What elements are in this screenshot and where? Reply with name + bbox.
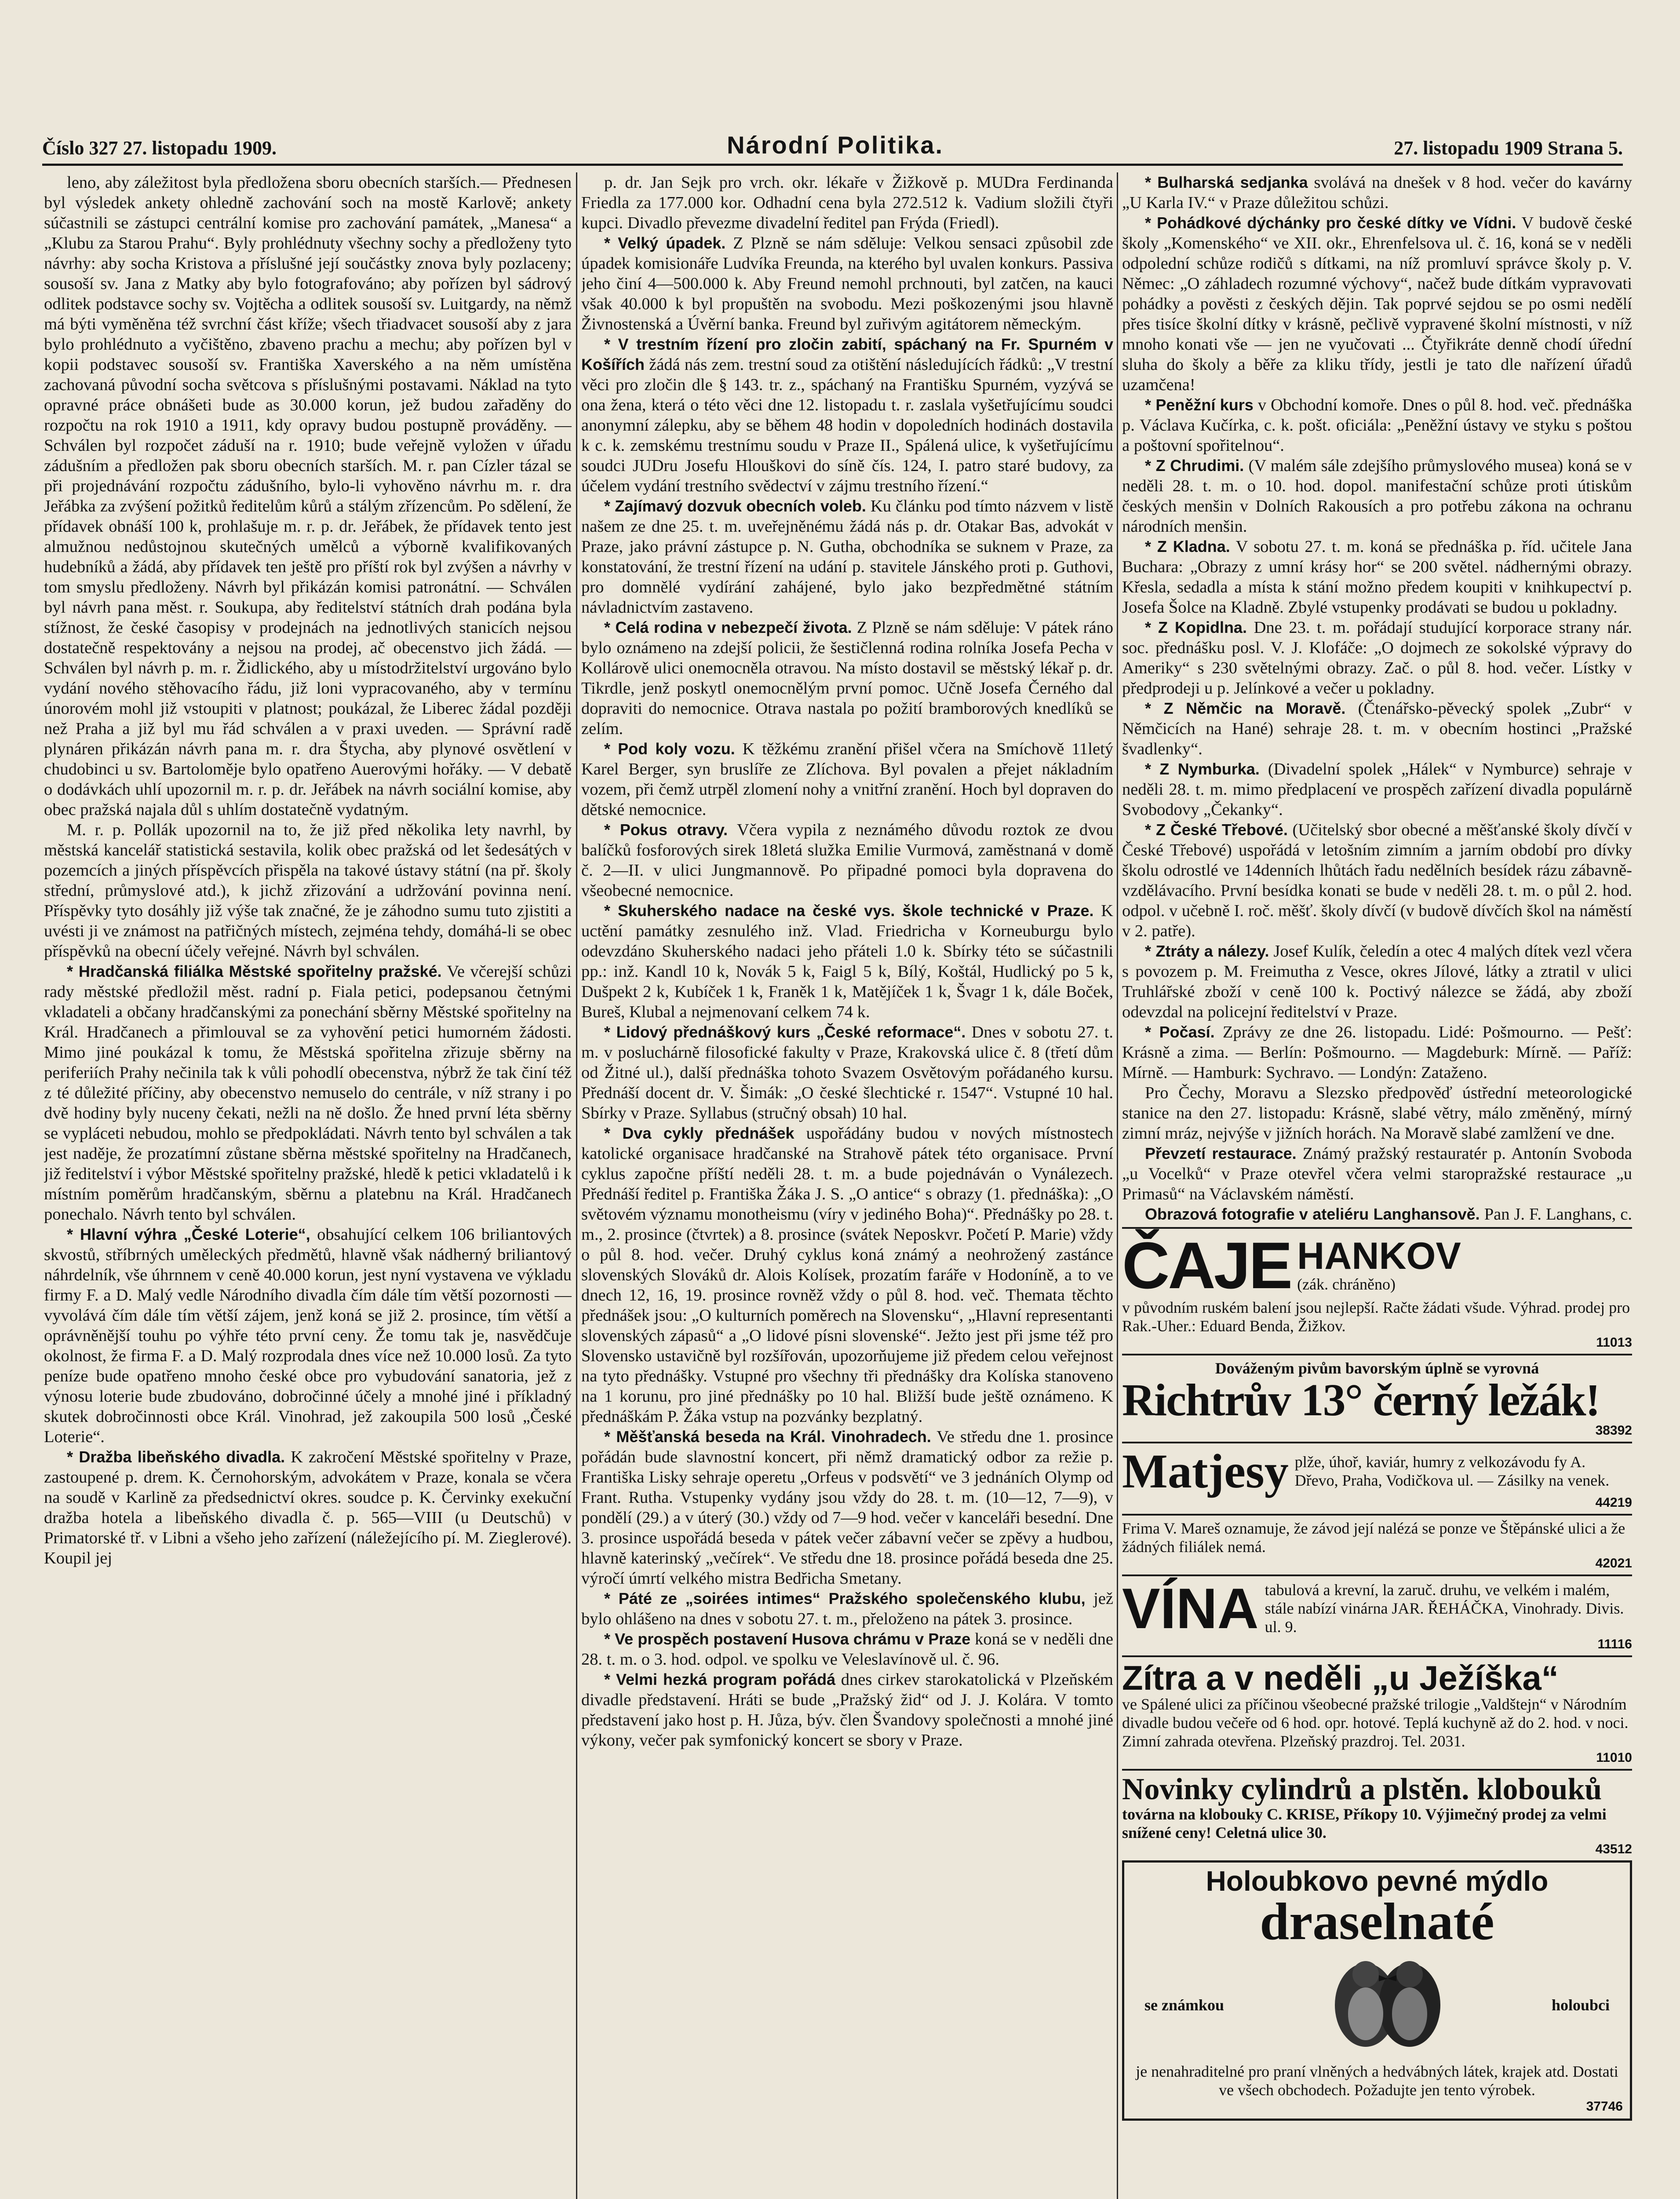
article-paragraph — [1122, 617, 1632, 698]
article-paragraph — [581, 496, 1113, 617]
article-heading: * Dva cykly přednášek — [604, 1124, 794, 1142]
ad-vina — [1122, 1574, 1632, 1655]
column-3 — [1122, 172, 1632, 1224]
article-paragraph — [1122, 537, 1632, 617]
article-paragraph — [581, 1123, 1113, 1427]
article-paragraph — [44, 961, 572, 1224]
article-heading: * Hlavní výhra „České Loterie“, — [67, 1225, 310, 1243]
article-text: M. r. p. Pollák upozornil na to, že již před několika lety navrhl, by městská kancelář statistická sestavila, kolik obec pražská od let šedesátých v pozemcích a jiných příspěvcích přispěla na takové ústavy státní (na př. školy střední, průmyslové atd.), k jichž zřizování a udržování povinna není. Příspěvky tyto dosáhly již výše tak značné, že je záhodno sumu tuto zjistiti a uvésti ji ve známost na patřičných místech, zejména tehdy, domáhá-li se obec příspěvků na obecní účely veřejné. Návrh byl schválen. — [44, 821, 572, 961]
article-text: V budově české školy „Komenského“ ve XII. okr., Ehrenfelsova ul. č. 16, koná se v neděli odpolední schůze rodičů s dítkami, na níž promluví správce školy p. V. Němec: „O záhladech rozumné výchovy“, načež bude dítkám vypravovati pohádky a pověsti z českých dějin. Tak poprvé sejdou se po osmi nedělí přes tisíce školní dítky v krásně, pečlivě vypravené školní místnosti, v níž mnoho konati vše — jen ne vyučovati ... Čtyřikráte denně chodí úřední sluha do školy a běře za kliku třídy, jestli je tato dle nařízení úřadů uzamčena! — [1122, 214, 1632, 394]
ad-novinky-number: 43512 — [1595, 1842, 1632, 1856]
ad-richtr — [1122, 1354, 1632, 1442]
ad-zitra-number: 11010 — [1596, 1750, 1632, 1765]
article-text: koná se v neděli dne 28. t. m. o 3. hod. odpol. ve spolku ve Veleslavínově ul. č. 96. — [581, 1630, 1113, 1669]
article-heading: * Velký úpadek. — [604, 234, 726, 252]
article-heading: * Počasí. — [1145, 1023, 1215, 1041]
ad-mydlo-line: Holoubkovo pevné mýdlo — [1206, 1865, 1549, 1897]
ad-richtr-number: 38392 — [1595, 1423, 1632, 1438]
article-text: Ku článku pod tímto názvem v listě našem ze dne 25. t. m. uveřejněnému žádá nás p. dr. Otakar Bas, advokát v Praze, jako právní zástupce p. N. Gutha, obchodníka se suknem v Praze, za konstatování, že trestní řízení na udání p. stavitele Jánského proti p. Guthovi, pro domnělé vydírání zahájené, bylo jako bezpředmětné státním návladnictvím zastaveno. — [581, 497, 1113, 617]
ad-vina-number: 11116 — [1597, 1637, 1632, 1651]
page-header — [42, 132, 1623, 166]
ad-caje-text: v původním ruském balení jsou nejlepší. Račte žádati všude. Výhrad. prodej pro Rak.-Uher.: Eduard Benda, Žižkov. — [1122, 1299, 1630, 1335]
ad-caje-mark: (zák. chráněno) — [1297, 1275, 1396, 1293]
article-paragraph — [581, 334, 1113, 496]
article-heading: * Ztráty a nálezy. — [1145, 942, 1269, 960]
article-paragraph — [581, 1629, 1113, 1669]
article-text: uspořádány budou v nových místnostech katolické organisace hradčanské na Strahově pátek této organisace. První cyklus započne příští neděli 28. t. m. a bude pojednáván o Vynálezech. Přednáší ředitel p. Františka Žáka J. S. „O antice“ s obrazy (1. přednáška): „O světovém významu monotheismu (víry v jediného Boha)“. Přednášky po 28. t. m., 2. prosince (čtvrtek) a 8. prosince (svátek Neposkvr. Početí P. Marie) vždy o půl 8. hod. večer. Druhý cyklus koná známý a neohrožený zastánce slovenských Slováků dr. Alois Kolísek, prozatím faráře v Hodoníně, a to ve dnech 12, 16, 19. prosince rovněž vždy o půl 8. hod. več. Themata těchto přednášek jsou: „O kulturních poměrech na Slovensku“, „Hlavní representanti slovenských zápasů“ a „O lidové písni slovenské“. Ježto jest při jsme též pro Slovensko ustavičně byl rozšířován, upozorňujeme již předem celou veřejnost na tyto přednášky. Vstupné pro všechny tři přednášky dra Kolíska stanoveno na 1 korunu, pro jiné přednášky po 10 hal. Bližší bude ještě oznámeno. K přednáškám P. Žáka vstup na pozvánky bezplatný. — [581, 1124, 1113, 1426]
column-1 — [44, 172, 572, 2199]
article-heading: * Ve prospěch postavení Husova chrámu v Praze — [604, 1630, 971, 1648]
ad-caje-hankov — [1122, 1227, 1632, 1354]
article-paragraph — [581, 172, 1113, 233]
article-heading: * Z Němčic na Moravě. — [1145, 699, 1346, 717]
article-paragraph — [1122, 759, 1632, 820]
ad-frima-number: 42021 — [1595, 1556, 1632, 1571]
article-heading: * V trestním řízení pro zločin zabití, spáchaný na Fr. Spurném v Košířích — [581, 335, 1113, 373]
ad-mydlo-right: holoubci — [1551, 1996, 1610, 2014]
article-heading: * Celá rodina v nebezpečí života. — [604, 618, 852, 636]
article-heading: * Zajímavý dozvuk obecních voleb. — [604, 497, 866, 515]
article-paragraph — [581, 901, 1113, 1022]
article-text: svolává na dnešek v 8 hod. večer do kavárny „U Karla IV.“ v Praze důležitou schůzi. — [1122, 173, 1632, 212]
article-paragraph — [581, 233, 1113, 334]
ad-novinky-headline: Novinky cylindrů a plstěn. klobouků — [1122, 1772, 1602, 1806]
article-text: (Divadelní spolek „Hálek“ v Nymburce) sehraje v neděli 28. t. m. mimo předplacení ve prospěch zařízení divadla populárně Svobodovy „Čekanky“. — [1122, 760, 1632, 819]
ad-klobouky — [1122, 1769, 1632, 1860]
article-text: p. dr. Jan Sejk pro vrch. okr. lékaře v Žižkově p. MUDra Ferdinanda Friedla za 177.000 kor. Odhadní cena byla 272.512 k. Vadium složili čtyři kupci. Divadlo převezme divadelní ředitel pan Frýda (Friedl). — [581, 173, 1113, 232]
article-text: K těžkému zranění přišel včera na Smíchově 11letý Karel Berger, syn bruslíře ze Zlíchova. Byl povalen a přejet nákladním vozem, při čemž utrpěl zlomení nohy a vnitřní zranění. Hoch byl dopraven do dětské nemocnice. — [581, 740, 1113, 819]
ad-matjesy-headline: Matjesy — [1122, 1444, 1289, 1498]
article-heading: * Z České Třebové. — [1145, 821, 1288, 839]
page-date-number: 27. listopadu 1909 Strana 5. — [1394, 137, 1623, 159]
article-text: K uctění památky zesnulého inž. Vlad. Friedricha v Korneuburgu bylo odevzdáno Skuherského nadaci jeho přáteli 1.0 k. Sbírky této se súčastnili pp.: inž. Kandl 10 k, Novák 5 k, Faigl 5 k, Bílý, Koštál, Hudlický po 5 k, Dušpekt 2 k, Kubíček 1 k, Franěk 1 k, Matějíček 1 k, Švagr 1 k, dále Boček, Bureš, Klubal a nejmenovaní celkem 74 k. — [581, 902, 1113, 1021]
article-heading: * Z Kopidlna. — [1145, 618, 1247, 636]
article-paragraph — [44, 820, 572, 961]
article-heading: * Pohádkové dýchánky pro české dítky ve Vídni. — [1145, 214, 1516, 232]
article-heading: * Skuherského nadace na české vys. škole technické v Praze. — [604, 902, 1094, 920]
article-heading: * Měšťanská beseda na Král. Vinohradech. — [604, 1428, 931, 1446]
article-paragraph — [44, 1447, 572, 1568]
article-heading: * Bulharská sedjanka — [1145, 173, 1308, 191]
ad-mydlo-number: 37746 — [1586, 2099, 1623, 2114]
ad-vina-headline: VÍNA — [1122, 1576, 1259, 1640]
ad-mydlo-left: se známkou — [1144, 1996, 1224, 2014]
article-paragraph — [581, 1589, 1113, 1629]
ad-caje-brand: HANKOV — [1297, 1235, 1461, 1277]
ad-frima — [1122, 1514, 1632, 1574]
ad-novinky-text: továrna na klobouky C. KRISE, Příkopy 10. Výjimečný prodej za velmi snížené ceny! Celetná ulice 30. — [1122, 1805, 1607, 1841]
article-paragraph — [1122, 1022, 1632, 1083]
article-heading: * Peněžní kurs — [1145, 396, 1254, 414]
article-text: Ve středu dne 1. prosince pořádán bude slavnostní koncert, při němž dramatický odbor za režie p. Františka Lisky sehraje operetu „Orfeus v podsvětí“ ve 3 jednáních Olymp od Frant. Rutha. Vstupenky vydány jsou vždy do 28. t. m. (10—12, 7—9), v pondělí (29.) a v úterý (30.) vždy od 7—9 hod. večer v kanceláři besední. Dne 3. prosince uspořádá beseda v pátek večer zábavní večer se zpěvy a hudbou, hlavně katerinský „večírek“. Ve středu dne 18. prosince pořádá beseda dne 25. výročí úmrtí velkého mistra Bedřicha Smetany. — [581, 1428, 1113, 1588]
ad-zitra-headline: Zítra a v neděli „u Ježíška“ — [1122, 1658, 1559, 1697]
ad-mydlo-headline: draselnaté — [1260, 1892, 1494, 1951]
article-text: Z Plzně se nám sděluje: Velkou sensaci způsobil zde úpadek komisionáře Ludvíka Freunda, na kterého byl uvalen konkurs. Passiva jeho činí 4—500.000 k. Aby Freund nemohl prchnouti, byl zatčen, na kauci však 40.000 k byl propuštěn na svobodu. Mezi poškozenými jsou hlavně Živnostenská a Úvěrní banka. Freund byl zuřivým agitátorem německým. — [581, 234, 1113, 333]
ad-caje-headline: ČAJE — [1122, 1228, 1291, 1302]
article-text: Z Plzně se nám sděluje: V pátek ráno bylo oznámeno na zdejší policii, že šestičlenná rodina rolníka Josefa Pecha v Kollárově ulici onemocněla otravou. Na místo dostavil se městský lékař p. dr. Tikrdle, jenž poskytl onemocnělým první pomoc. Učně Josefa Černého dal dopraviti do nemocnice. Otrava nastala po požití bramborových knedlíků se zelím. — [581, 618, 1113, 738]
article-paragraph — [1122, 1204, 1632, 1224]
article-text: Známý pražský restauratér p. Antonín Svoboda „u Vocelků“ v Praze otevřel včera velmi staropražské restaurace „u Primasů“ na Václavském náměstí. — [1122, 1144, 1632, 1203]
article-heading: * Z Nymburka. — [1145, 760, 1260, 778]
article-paragraph — [1122, 1083, 1632, 1143]
article-text: K zakročení Městské spořitelny v Praze, zastoupené p. drem. K. Černohorským, advokátem v Praze, konala se včera na soudě v Karlině za předsednictví okres. soudce p. K. Červinky exekuční dražba hotela a libeňského divadla č. p. 565—VIII (u Deutschů) v Primatorské tř. v Libni a všeho jeho zařízení (náležejícího pí. M. Zieglerové). Koupil jej — [44, 1448, 572, 1567]
ad-richtr-line: Dováženým pivům bavorským úplně se vyrovná — [1215, 1359, 1539, 1377]
article-text: Pro Čechy, Moravu a Slezsko předpověď ústřední meteorologické stanice na den 27. listopadu: Krásně, slabé větry, málo změněný, mírný zimní mráz, nejvýše v jižních horách. Na Moravě slabé zamlžení ve dne. — [1122, 1084, 1632, 1143]
ad-matjesy — [1122, 1442, 1632, 1514]
article-text: V sobotu 27. t. m. koná se přednáška p. říd. učitele Jana Buchara: „Obrazy z umní krásy hor“ se 200 světel. nádhernými obrazy. Křesla, sedadla a místa k stání možno předem koupiti v knihkupectví p. Josefa Šolce na Kladně. Zbylé vstupenky prodávati se budou u pokladny. — [1122, 537, 1632, 617]
article-heading: * Velmi hezká program pořádá — [604, 1670, 836, 1688]
article-heading: Převzetí restaurace. — [1145, 1144, 1297, 1162]
ad-matjesy-number: 44219 — [1595, 1495, 1632, 1510]
masthead-title: Národní Politika. — [727, 131, 944, 159]
article-paragraph — [1122, 1143, 1632, 1204]
article-text: Zprávy ze dne 26. listopadu. Lidé: Pošmourno. — Pešť: Krásně a zima. — Berlín: Pošmourno. — Magdeburk: Mírně. — Paříž: Mírně. — Hamburk: Sychravo. — Londýn: Zataženo. — [1122, 1023, 1632, 1082]
article-paragraph — [44, 1224, 572, 1447]
article-paragraph — [1122, 172, 1632, 213]
article-text: (V malém sále zdejšího průmyslového musea) koná se v neděli 28. t. m. o 10. hod. dopol. manifestační schůze proti útiskům českých menšin v Dolních Rakousích a pro potřebu zákona na ochranu národních menšin. — [1122, 457, 1632, 536]
article-heading: * Páté ze „soirées intimes“ Pražského společenského klubu, — [604, 1589, 1086, 1607]
ad-frima-text: Frima V. Mareš oznamuje, že závod její nalézá se ponze ve Štěpánské ulici a že žádných filiálek nemá. — [1122, 1520, 1625, 1556]
article-text: dnes cirkev starokatolická v Plzeňském divadle představení. Hráti se bude „Pražský žid“ od J. J. Kolára. V tomto představení jako host p. H. Jůza, býv. člen Švandovy společnosti a mnohé jiné výkony, večer pak symfonický koncert se sbory v Praze. — [581, 1670, 1113, 1750]
ad-zitra-text: ve Spálené ulici za příčinou všeobecné pražské trilogie „Valdštejn“ v Národním divadle budou večeře od 6 hod. opr. hotové. Teplá kuchyně až do 2. hod. v noci. Zimní zahrada otevřena. Plzeňský prazdroj. Tel. 2031. — [1122, 1695, 1629, 1750]
article-paragraph — [581, 1669, 1113, 1750]
article-paragraph — [581, 739, 1113, 820]
article-paragraph — [44, 172, 572, 820]
article-paragraph — [1122, 395, 1632, 456]
article-heading: Obrazová fotografie v ateliéru Langhansově. — [1145, 1205, 1480, 1223]
ad-u-jeziska — [1122, 1655, 1632, 1769]
article-text: Josef Kulík, čeledín a otec 4 malých dítek vezl včera s povozem p. M. Freimutha z Vesce, okres Jílové, látky a ztratil v ulici Truhlářské zboží v ceně 100 k. Poctivý nálezce se žádá, aby zboží odevzdal na policejní ředitelství v Praze. — [1122, 942, 1632, 1021]
article-heading: * Lidový přednáškový kurs „České reformace“. — [604, 1023, 966, 1041]
ad-caje-number: 11013 — [1596, 1335, 1632, 1350]
article-text: (Čtenářsko-pěvecký spolek „Zubr“ v Němčicích na Hané) sehraje 28. t. m. v obecním hostinci „Pražské švadlenky“. — [1122, 699, 1632, 758]
article-paragraph — [1122, 698, 1632, 759]
issue-number-date: Číslo 327 27. listopadu 1909. — [42, 137, 277, 159]
ad-vina-text: tabulová a krevní, la zaruč. druhu, ve velkém i malém, stále nabízí vinárna JAR. ŘEHÁČKA, Vinohrady. Divis. ul. 9. — [1265, 1581, 1624, 1636]
column-2 — [581, 172, 1113, 2199]
article-text: Včera vypila z neznámého důvodu roztok ze dvou balíčků fosforových sirek 18letá služka Emilie Vurmová, zaměstnaná v domě č. 2—II. v ulici Jungmannově. Po připadné pomoci byla dopravena do všeobecné nemocnice. — [581, 821, 1113, 900]
article-text: Dne 23. t. m. pořádají studující korporace strany nár. soc. přednášku posl. V. J. Klofáče: „O dojmech ze sokolské výpravy do Ameriky“ s 230 světelnými obrazy. Zač. o půl 8. hod. večer. Lístky v předprodeji u p. Jelínkové a večer u pokladny. — [1122, 618, 1632, 698]
column-divider — [576, 172, 577, 2199]
article-heading: * Z Kladna. — [1145, 537, 1230, 555]
ad-mydlo-trademark — [1131, 1948, 1623, 2062]
article-text: Pan J. F. Langhans, c. — [1484, 1205, 1632, 1224]
article-heading: * Hradčanská filiálka Městské spořitelny pražské. — [67, 962, 442, 980]
ad-holoubkovo-mydlo — [1122, 1860, 1632, 2121]
article-heading: * Pokus otravy. — [604, 821, 728, 839]
article-text: (Učitelský sbor obecné a měšťanské školy dívčí v České Třebové) uspořádá v letošním zimním a jarním období pro dívky školu odrostlé ve 14denních lhůtách řadu nedělních besídek rázu zábavně-vzdělávacího. První besídka konati se bude v neděli 28. t. m. o půl 2. hod. odpol. v učebně I. roč. měšť. školy dívčí (v budově dívčích škol na náměstí v 2. patře). — [1122, 821, 1632, 940]
article-text: obsahující celkem 106 briliantových skvostů, stříbrných uměleckých předmětů, hlavně však nádherný briliantový náhrdelník, vše úhrnnem v ceně 40.000 korun, jest nyní vystavena ve výkladu firmy F. a D. Malý vedle Národního divadla čím dále tím větší pozornosti — vyvolává čím dále tím větší zájem, jenž koná se již 2. prosince, tím větší a oprávněnější touhu po výhře této první ceny. Že tomu tak je, nasvědčuje okolnost, že firma F. a D. Malý rozprodala dnes více než 10.000 losů. Za tyto peníze bude opatřeno mnoho české obce pro vybudování sanatoria, jež z výnosu loterie bude zbudováno, dobročinné účely a mnohé jiné i příkladný skutek dobročinnosti obce Král. Vinohrad, jež zakoupila 500 losů „České Loterie“. — [44, 1225, 572, 1446]
article-paragraph — [1122, 820, 1632, 941]
article-text: žádá nás zem. trestní soud za otištění následujících řádků: „V trestní věci pro zločin dle § 143. tr. z., spáchaný na Františku Spurném, vyzývá se ona žena, která o této věci dne 12. listopadu t. r. zaslala vyšetřujícímu soudci anonymní zálepku, aby se během 48 hodin v dopoledních hodinách dostavila k c. k. zemskému trestnímu soudu v Praze II., Spálená ulice, k vyšetřujícímu soudci JUDru Josefu Hlouškovi do síně čís. 124, I. patro staré budovy, za účelem vydání trestního svědectví v zájmu trestního řízení.“ — [581, 355, 1113, 495]
ad-matjesy-text: plže, úhoř, kaviár, humry z velkozávodu fy A. Dřevo, Praha, Vodičkova ul. — Zásilky na venek. — [1294, 1453, 1610, 1489]
article-paragraph — [581, 1427, 1113, 1589]
article-heading: * Dražba libeňského divadla. — [67, 1448, 285, 1466]
ad-richtr-headline: Richtrův 13° černý ležák! — [1122, 1375, 1600, 1425]
advertisements — [1122, 1227, 1632, 2121]
article-paragraph — [581, 617, 1113, 739]
article-heading: * Z Chrudimi. — [1145, 457, 1244, 475]
article-paragraph — [1122, 456, 1632, 537]
ad-mydlo-text: je nenahraditelné pro praní vlněných a hedvábných látek, krajek atd. Dostati ve všech obchodech. Požadujte jen tento výrobek. — [1136, 2063, 1618, 2099]
article-paragraph — [1122, 941, 1632, 1022]
article-text: jež bylo ohlášeno na dnes v sobotu 27. t. m., přeloženo na pátek 3. prosince. — [581, 1589, 1113, 1628]
article-text: Ve včerejší schůzi rady městské předložil měst. radní p. Fiala petici, podepsanou četnými vkladateli a občany hradčanskými za ponechání sběrny Městské spořitelny na Král. Hradčanech a přimlouval se za vyhovění petici humorném žádosti. Mimo jiné poukázal k tomu, že Městská spořitelna zřizuje sběrny na periferiích Prahy nečinila tak k vůli pohodlí obecenstva, nýbrž že tak činí též z té důležité příčiny, aby obecenstvo nemuselo do centrále, v níž strany i po dvě hodiny byly nuceny čekati, nežli na ně došlo. Že hned první léta sběrny se vypláceti nebudou, mohlo se předpokládati. Návrh tento byl schválen a tak jest naděje, že prozatímní zůstane sběrna městské spořitelny na Hradčanech, již ředitelství i výbor Městské spořitelny pražské, hledě k petici vkladatelů i k místním poměrům hradčanským, sběrnu a platebnu na Král. Hradčanech ponechalo. Návrh tento byl schválen. — [44, 962, 572, 1224]
article-paragraph — [581, 820, 1113, 901]
column-divider — [1117, 172, 1118, 2199]
article-paragraph — [581, 1022, 1113, 1123]
article-paragraph — [1122, 213, 1632, 395]
article-text: v Obchodní komoře. Dnes o půl 8. hod. več. přednáška p. Václava Kučírka, c. k. pošt. oficiála: „Peněžní ústavy ve styku s poštou a poštovní spořitelnou“. — [1122, 396, 1632, 455]
doves-logo-icon — [1317, 1952, 1458, 2058]
article-heading: * Pod koly vozu. — [604, 740, 735, 758]
article-text: Dnes v sobotu 27. t. m. v posluchárně filosofické fakulty v Praze, Krakovská ulice č. 8 (třetí dům od Žitné ul.), další přednáška tohoto Svazem Osvětovým pořádaného kursu. Přednáší docent dr. V. Šimák: „O české šlechtické r. 1547“. Vstupné 10 hal. Sbírky v Praze. Syllabus (stručný obsah) 10 hal. — [581, 1023, 1113, 1122]
article-text: leno, aby záležitost byla předložena sboru obecních starších.— Přednesen byl výsledek ankety ohledně zachování soch na mostě Karlově; ankety súčastnili se zástupci centrální komise pro zachování památek, „Manesa“ a „Klubu za Starou Prahu“. Byly prohlédnuty všechny sochy a předloženy tyto návrhy: aby socha Kristova a příslušné její součástky znova byly pozlaceny; sousoší sv. Jana z Matky aby bylo fotografováno; aby pořízen byl sádrový odlitek podstavce sochy sv. Vojtěcha a odlitek sousoší sv. Luitgardy, na němž má býti vyměněna též svrchní část kříže; všech třiadvacet sousoší aby z jara bylo prohlédnuto a vyčištěno, zbaveno prachu a mechu; aby pořízen byl v kopii podstavec sousoší sv. Františka Xaverského a na něm umístěna zachovaná původní socha světcova s příslušnými postavami. Náklad na tyto opravné práce obnášeti bude as 30.000 korun, jež budou zařaděny do rozpočtu na rok 1910 a 1911, kdy opravy budou postupně prováděny. — Schválen byl rozpočet záduší na r. 1910; bude veřejně vyložen v úřadu zádušním a předložen pak sboru obecních starších. M. r. pan Cízler tázal se při projednávání rozpočtu zádušního, bylo-li vyhověno návrhu m. r. dra Jeřábka za zvýšení požitků ředitelům kůrů a stálým zřízencům. Po sdělení, že přídavek obnáší 100 k, prohlašuje m. r. p. dr. Jeřábek, že přídavek tento jest almužnou nedůstojnou skutečných umělců a výborně kvalifikovaných hudebníků a žádá, aby přídavek ten ještě pro příští rok byl zvýšen a návrhy v tom smyslu předloženy. Návrh byl přikázán komisi patronátní. — Schválen byl návrh pana měst. r. Soukupa, aby ředitelství státních drah podána byla stížnost, že české časopisy v prodejnách na jednotlivých stanicích nejsou dostatečně respektovány a nejsou na prodej, ač obecenstvo jich žádá. — Schválen byl návrh p. m. r. Židlického, aby u místodržitelství urgováno bylo vydání nového stěhovacího řádu, již loni vypracovaného, aby v termínu únorovém mohl již vstoupiti v platnost; poukázal, že Liberec žádal později než Praha a již byl mu řád schválen a v praxi uveden. — Správní radě plynáren přikázán návrh pana m. r. dra Štycha, aby plynové osvětlení v chudobinci u sv. Bartoloměje bylo opatřeno Auerovými hořáky. — V debatě o dodávkách uhlí upozornil m. r. p. dr. Jeřábek na návrh sociální komise, aby obec pražská najala důl s uhlím dostatečně vydatným. — [44, 173, 572, 819]
